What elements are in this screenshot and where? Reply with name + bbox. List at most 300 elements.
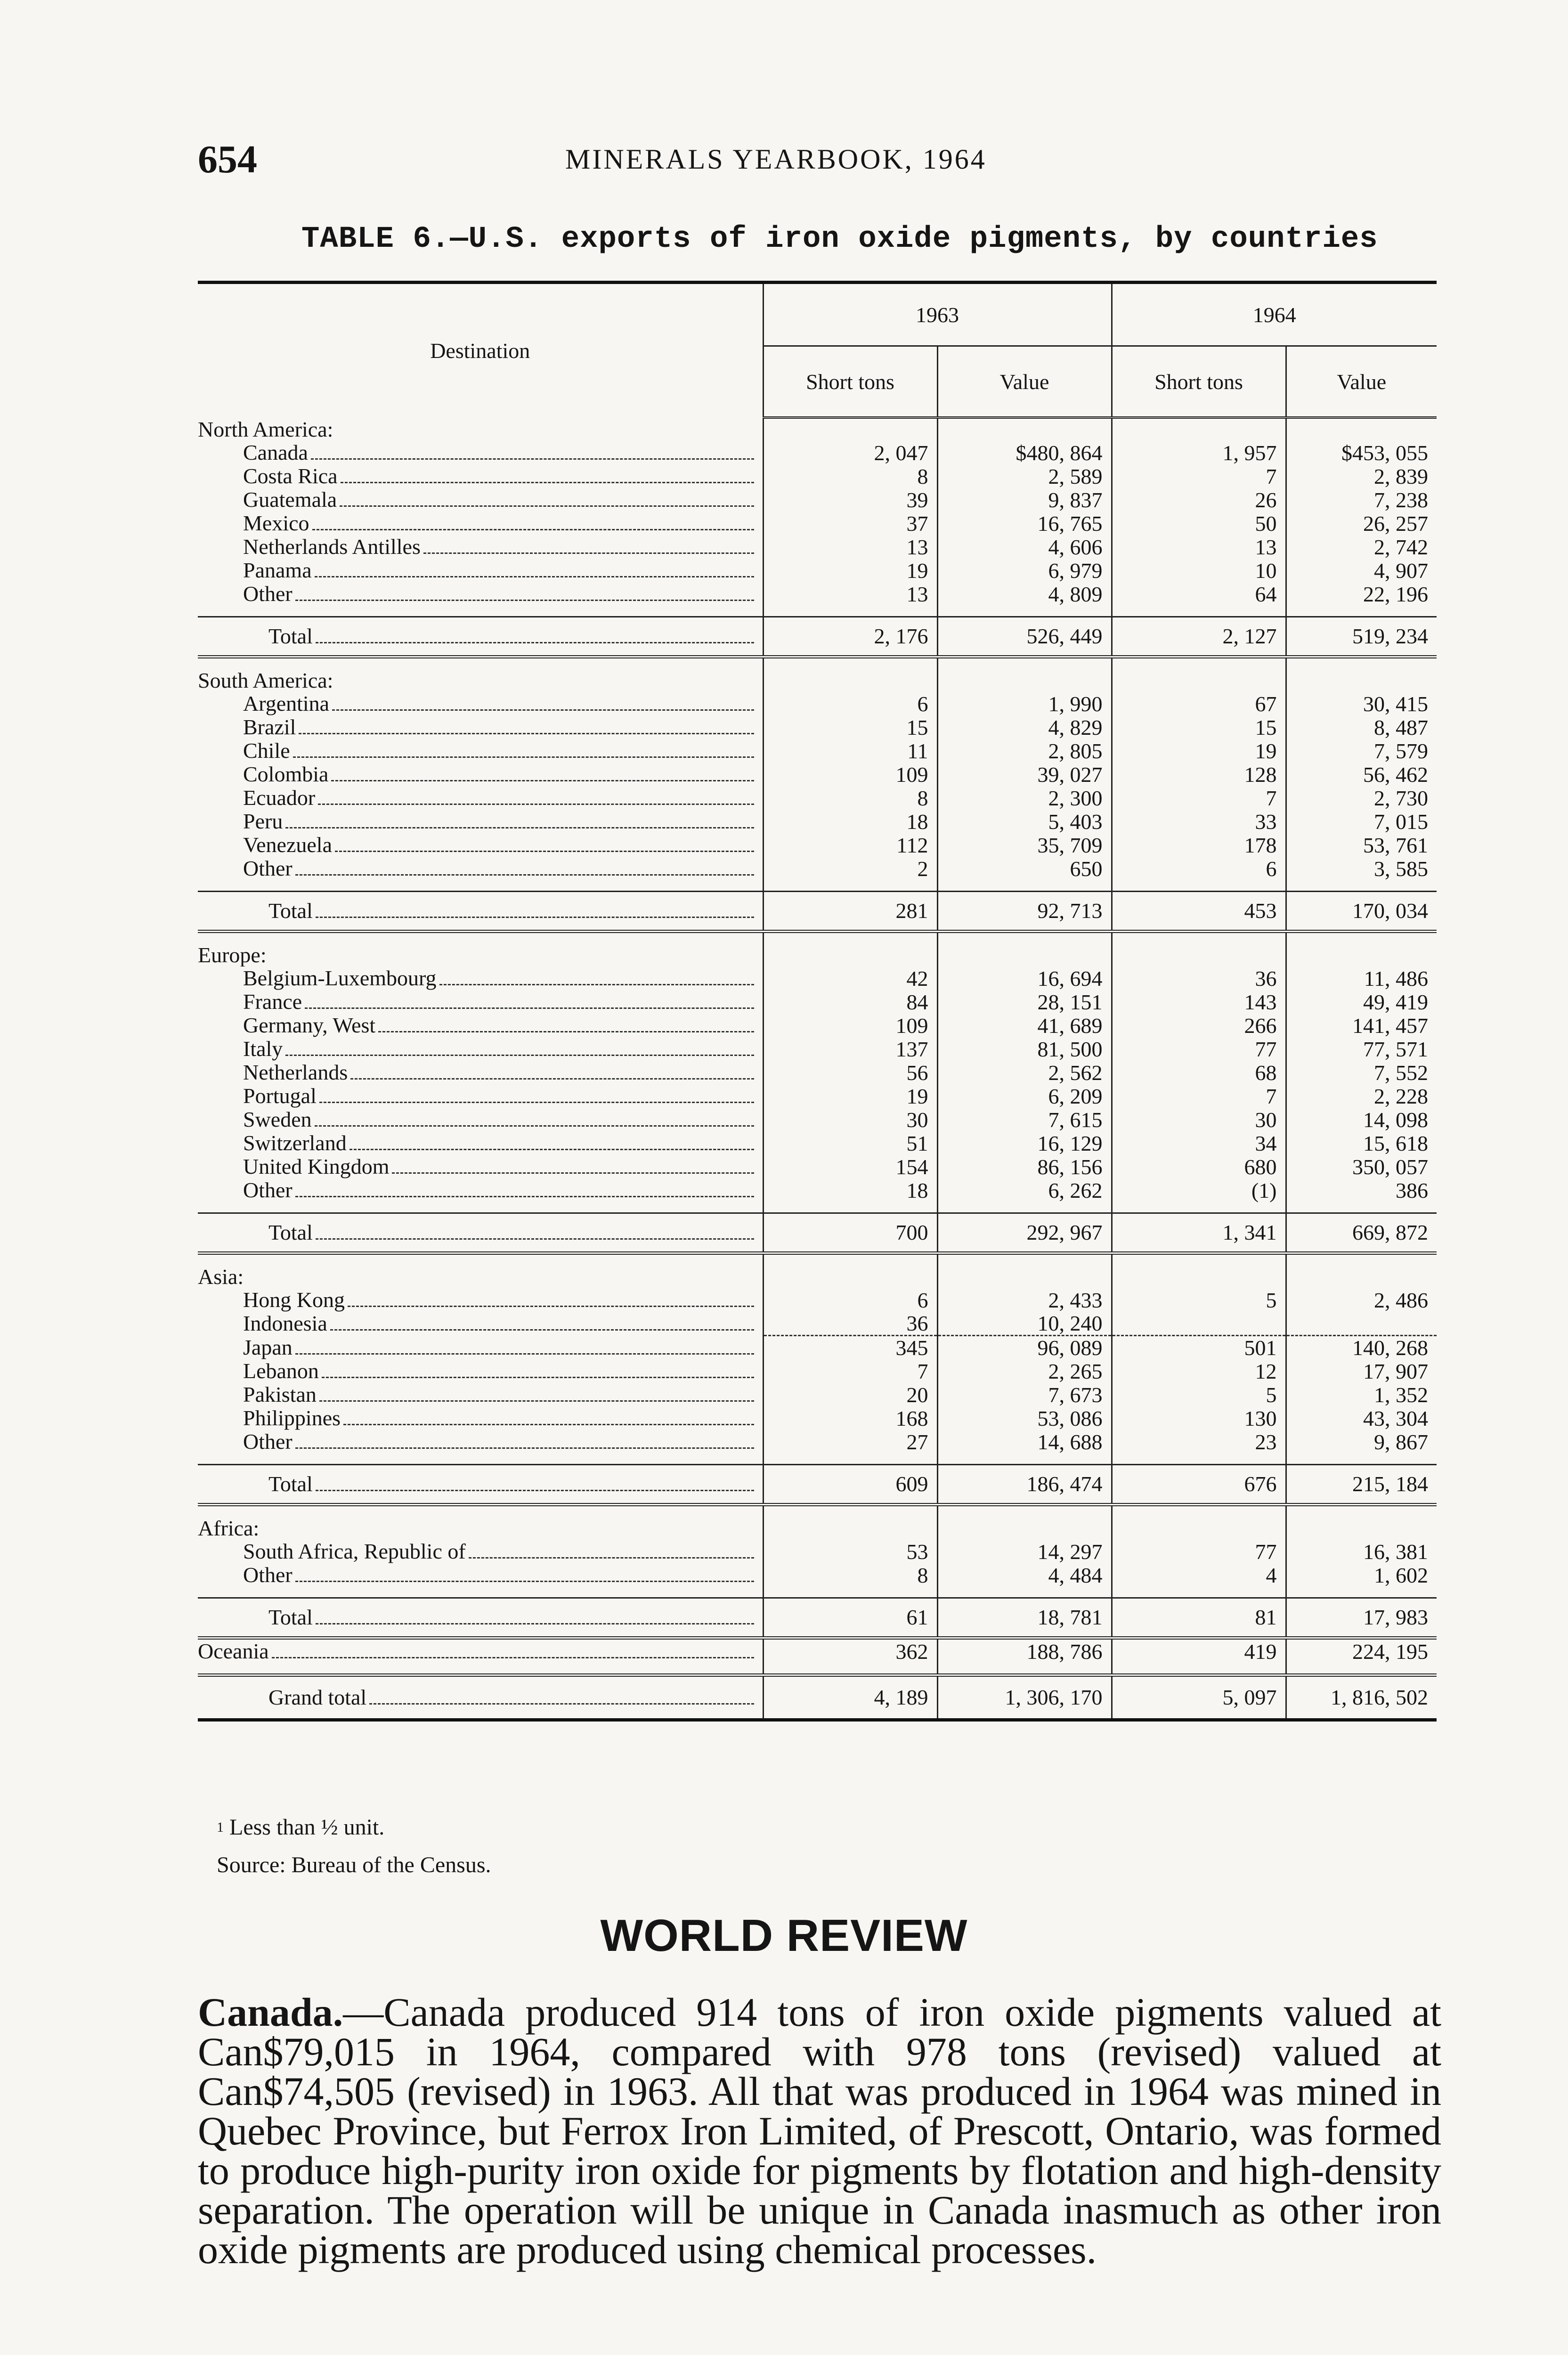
canada-paragraph (198, 1990, 1441, 2272)
row-label (198, 786, 763, 810)
value-1963-cell: 4, 809 (937, 582, 1112, 606)
leader-dots (318, 804, 754, 805)
table-row (198, 763, 1437, 786)
row-label (198, 1383, 763, 1406)
value-1963-cell: 41, 689 (937, 1014, 1112, 1037)
row-label (198, 1213, 763, 1253)
destination-name: Hong Kong (243, 1288, 345, 1312)
value-1964-cell: 386 (1396, 1178, 1428, 1202)
table-row (198, 441, 1437, 464)
value-1963-cell: 4, 829 (937, 715, 1112, 739)
short-tons-1964-cell: 5 (1112, 1288, 1286, 1312)
value-1963-cell: 2, 433 (937, 1288, 1112, 1312)
value-1963-cell: 14, 688 (937, 1430, 1112, 1454)
value-1963-cell: 186, 474 (937, 1464, 1112, 1504)
value-1964-cell: 7, 015 (1374, 809, 1428, 834)
table-row (198, 1155, 1437, 1178)
short-tons-1963-cell: 6 (763, 692, 937, 715)
value-1964-cell: 7, 238 (1374, 487, 1428, 512)
leader-dots (469, 1557, 754, 1559)
value-1964-cell: 53, 761 (1363, 833, 1428, 857)
leader-dots (285, 827, 754, 828)
value-1964-cell: 669, 872 (1286, 1213, 1437, 1253)
short-tons-1963-cell: 37 (763, 512, 937, 535)
leader-dots (348, 1306, 754, 1307)
short-tons-1963-cell: 137 (763, 1037, 937, 1061)
row-label (198, 1517, 763, 1540)
destination-name: South Africa, Republic of (243, 1539, 466, 1563)
row-label (198, 1638, 763, 1663)
destination-name: Other (243, 856, 292, 880)
row-label (198, 1288, 763, 1312)
spacer-row (198, 1454, 1437, 1465)
destination-name: Ecuador (243, 786, 316, 810)
spacer-row (198, 606, 1437, 617)
destination-name: Chile (243, 739, 290, 763)
leader-dots (350, 1078, 754, 1080)
leader-dots (316, 1623, 754, 1624)
row-label (198, 1014, 763, 1037)
region-header-row (198, 943, 1437, 966)
spacer-row (198, 657, 1437, 669)
destination-name: United Kingdom (243, 1154, 390, 1178)
leader-dots (293, 756, 754, 758)
table-row (198, 1383, 1437, 1406)
table-row (198, 1359, 1437, 1383)
short-tons-1963-cell: 2, 047 (763, 441, 937, 464)
short-tons-1963-cell: 700 (763, 1213, 937, 1253)
value-1963-cell: $480, 864 (937, 441, 1112, 464)
short-tons-1964-cell: 501 (1112, 1335, 1286, 1359)
leader-dots (322, 1377, 754, 1378)
destination-name: Germany, West (243, 1013, 376, 1037)
value-1963-cell: 14, 297 (937, 1540, 1112, 1563)
value-1964-cell: 16, 381 (1363, 1539, 1428, 1564)
short-tons-1963-cell: 30 (763, 1108, 937, 1131)
value-1964-cell: 22, 196 (1363, 582, 1428, 606)
destination-name: Italy (243, 1037, 283, 1061)
leader-dots (349, 1149, 754, 1150)
destination-name: Asia: (198, 1265, 244, 1288)
table-row (198, 786, 1437, 810)
value-1964-cell (1286, 1312, 1437, 1336)
total-row (198, 1213, 1437, 1253)
short-tons-1963-cell: 8 (763, 464, 937, 488)
short-tons-1963-cell: 18 (763, 1178, 937, 1202)
leader-dots (332, 709, 754, 711)
destination-name: Netherlands (243, 1060, 348, 1084)
short-tons-1964-cell: 143 (1112, 990, 1286, 1014)
destination-name: Switzerland (243, 1131, 347, 1155)
destination-name: Netherlands Antilles (243, 535, 421, 559)
exports-table (198, 281, 1437, 1722)
region-header-row (198, 1265, 1437, 1288)
value-1963-cell: 2, 562 (937, 1061, 1112, 1084)
row-label (198, 464, 763, 488)
table-row (198, 464, 1437, 488)
paragraph-lead: Canada. (198, 1990, 343, 2035)
leader-dots (392, 1172, 754, 1174)
value-1964-header: Value (1286, 346, 1437, 418)
value-1963-cell: 16, 694 (937, 966, 1112, 990)
short-tons-1964-cell: 7 (1112, 464, 1286, 488)
short-tons-1964-cell: 50 (1112, 512, 1286, 535)
value-1964-cell: 11, 486 (1364, 966, 1428, 991)
destination-name: Total (268, 1605, 313, 1629)
row-label (198, 1359, 763, 1383)
value-1963-cell: 4, 484 (937, 1563, 1112, 1587)
short-tons-1964-cell: 680 (1112, 1155, 1286, 1178)
destination-name: Portugal (243, 1084, 317, 1108)
destination-name: Mexico (243, 511, 309, 535)
value-1963-cell: 2, 300 (937, 786, 1112, 810)
value-1963-cell: 188, 786 (937, 1638, 1112, 1663)
short-tons-1963-cell: 84 (763, 990, 937, 1014)
value-1964-cell: 56, 462 (1363, 762, 1428, 787)
destination-name: Venezuela (243, 833, 332, 857)
destination-name: Total (268, 1220, 313, 1244)
region-header-row (198, 418, 1437, 441)
value-1963-cell: 2, 805 (937, 739, 1112, 763)
table-row (198, 833, 1437, 857)
spacer-row (198, 1504, 1437, 1517)
short-tons-1964-cell: 266 (1112, 1014, 1286, 1037)
destination-name: Total (268, 1471, 313, 1496)
short-tons-1963-cell: 11 (763, 739, 937, 763)
destination-name: Sweden (243, 1107, 312, 1131)
row-label (198, 857, 763, 880)
row-label (198, 1265, 763, 1288)
destination-name: Panama (243, 558, 312, 582)
value-1963-cell: 7, 673 (937, 1383, 1112, 1406)
destination-name: Lebanon (243, 1359, 319, 1383)
destination-name: Other (243, 1178, 292, 1202)
row-label (198, 1131, 763, 1155)
short-tons-1963-cell: 2 (763, 857, 937, 880)
value-1963-cell: 35, 709 (937, 833, 1112, 857)
value-1963-cell: 86, 156 (937, 1155, 1112, 1178)
value-1964-cell: 49, 419 (1363, 990, 1428, 1014)
value-1964-cell: 519, 234 (1286, 617, 1437, 657)
value-1964-cell: 14, 098 (1363, 1107, 1428, 1132)
spacer-row (198, 1663, 1437, 1675)
short-tons-1963-cell: 168 (763, 1406, 937, 1430)
short-tons-1963-cell: 7 (763, 1359, 937, 1383)
value-1964-cell: 350, 057 (1352, 1154, 1428, 1179)
table-row (198, 535, 1437, 559)
table-row (198, 512, 1437, 535)
table-row (198, 1335, 1437, 1359)
short-tons-1964-cell: 419 (1112, 1638, 1286, 1663)
spacer-row (198, 931, 1437, 943)
table-row (198, 1131, 1437, 1155)
table-row (198, 966, 1437, 990)
value-1964-cell: 1, 352 (1374, 1382, 1428, 1407)
destination-name: Japan (243, 1335, 292, 1359)
short-tons-1964-cell: 7 (1112, 786, 1286, 810)
value-1964-cell: 170, 034 (1286, 891, 1437, 931)
row-label (198, 966, 763, 990)
region-header-row (198, 669, 1437, 692)
leader-dots (316, 917, 754, 918)
value-1963-header: Value (937, 346, 1112, 418)
value-1963-cell: 292, 967 (937, 1213, 1112, 1253)
destination-name: Brazil (243, 715, 296, 739)
table-row (198, 1430, 1437, 1454)
spacer-row (198, 1253, 1437, 1265)
destination-name: Argentina (243, 691, 330, 715)
year-1964-header: 1964 (1112, 283, 1437, 346)
table-row (198, 715, 1437, 739)
row-label (198, 418, 763, 441)
leader-dots (311, 458, 754, 460)
leader-dots (285, 1055, 754, 1056)
value-1963-cell: 7, 615 (937, 1108, 1112, 1131)
leader-dots (369, 1703, 754, 1705)
value-1963-cell: 6, 262 (937, 1178, 1112, 1202)
row-label (198, 1598, 763, 1638)
table-row (198, 1312, 1437, 1336)
leader-dots (423, 552, 754, 554)
leader-dots (295, 874, 754, 876)
value-1963-cell: 81, 500 (937, 1037, 1112, 1061)
leader-dots (343, 1424, 754, 1425)
leader-dots (299, 733, 754, 734)
oceania-row (198, 1638, 1437, 1663)
short-tons-1963-cell: 345 (763, 1335, 937, 1359)
leader-dots (295, 1447, 754, 1449)
table-row (198, 990, 1437, 1014)
grand-total-row (198, 1675, 1437, 1720)
destination-name: Indonesia (243, 1311, 327, 1335)
short-tons-1964-cell: (1) (1112, 1178, 1286, 1202)
destination-name: Peru (243, 809, 283, 833)
row-label (198, 559, 763, 582)
row-label (198, 810, 763, 833)
value-1963-cell: 53, 086 (937, 1406, 1112, 1430)
row-label (198, 1406, 763, 1430)
destination-name: Europe: (198, 943, 267, 966)
value-1963-cell: 1, 306, 170 (937, 1675, 1112, 1720)
value-1963-cell: 28, 151 (937, 990, 1112, 1014)
value-1964-cell: 140, 268 (1352, 1335, 1428, 1360)
short-tons-1963-cell: 42 (763, 966, 937, 990)
value-1963-cell: 16, 129 (937, 1131, 1112, 1155)
short-tons-1964-cell: 33 (1112, 810, 1286, 833)
row-label (198, 891, 763, 931)
table-row (198, 1178, 1437, 1202)
short-tons-1964-cell: 4 (1112, 1563, 1286, 1587)
value-1963-cell: 96, 089 (937, 1335, 1112, 1359)
short-tons-1964-cell: 1, 957 (1112, 441, 1286, 464)
short-tons-1963-cell: 15 (763, 715, 937, 739)
table-caption: TABLE 6.—U.S. exports of iron oxide pigments, by countries (301, 222, 1378, 256)
leader-dots (341, 482, 754, 483)
value-1964-cell: 141, 457 (1352, 1013, 1428, 1038)
short-tons-1963-cell: 109 (763, 1014, 937, 1037)
short-tons-1964-cell: 128 (1112, 763, 1286, 786)
table-row (198, 857, 1437, 880)
short-tons-1964-cell: 453 (1112, 891, 1286, 931)
source-note: Source: Bureau of the Census. (217, 1852, 491, 1877)
value-1963-cell: 650 (937, 857, 1112, 880)
short-tons-1964-cell: 68 (1112, 1061, 1286, 1084)
leader-dots (340, 505, 754, 507)
destination-name: Total (268, 898, 313, 923)
table-row (198, 1540, 1437, 1563)
destination-name: Guatemala (243, 487, 337, 512)
leader-dots (319, 1400, 754, 1402)
short-tons-1964-cell: 23 (1112, 1430, 1286, 1454)
table-row (198, 1084, 1437, 1108)
short-tons-1964-cell: 77 (1112, 1540, 1286, 1563)
value-1964-cell: 30, 415 (1363, 691, 1428, 716)
value-1964-cell: $453, 055 (1341, 440, 1428, 465)
spacer-row (198, 1587, 1437, 1598)
short-tons-1964-cell: 81 (1112, 1598, 1286, 1638)
leader-dots (315, 1125, 754, 1127)
row-label (198, 1178, 763, 1202)
short-tons-1963-cell: 362 (763, 1638, 937, 1663)
value-1964-cell: 7, 579 (1374, 739, 1428, 763)
destination-name: Oceania (198, 1639, 269, 1663)
value-1963-cell: 92, 713 (937, 891, 1112, 931)
row-label (198, 1675, 763, 1720)
destination-header: Destination (198, 283, 763, 418)
row-label (198, 617, 763, 657)
destination-name: Grand total (268, 1685, 367, 1709)
paragraph-body: —Canada produced 914 tons of iron oxide pigments valued at Can$79,015 in 1964, compared with 978 tons (revised) valued at Can$74,505 (revised) in 1963. All that was produced in 1964 was mined in Quebec Province, but Ferrox Iron Limited, of Prescott, Ontario, was formed to produce high-purity iron oxide for pigments by flotation and high-density separation. The operation will be unique in Canada inasmuch as other iron oxide pigments are produced using chemical processes. (198, 1990, 1441, 2272)
row-label (198, 1335, 763, 1359)
table-row (198, 810, 1437, 833)
short-tons-1964-cell: 77 (1112, 1037, 1286, 1061)
value-1964-cell: 17, 907 (1363, 1359, 1428, 1383)
short-tons-1963-cell: 8 (763, 786, 937, 810)
row-label (198, 1037, 763, 1061)
short-tons-1963-cell: 20 (763, 1383, 937, 1406)
leader-dots (295, 1353, 754, 1355)
short-tons-1964-cell: 19 (1112, 739, 1286, 763)
short-tons-1963-cell: 109 (763, 763, 937, 786)
short-tons-1963-cell: 36 (763, 1312, 937, 1336)
value-1964-cell: 26, 257 (1363, 511, 1428, 536)
destination-name: Philippines (243, 1406, 341, 1430)
short-tons-1964-cell: 67 (1112, 692, 1286, 715)
value-1964-cell: 17, 983 (1286, 1598, 1437, 1638)
value-1964-cell: 1, 602 (1374, 1563, 1428, 1587)
short-tons-1964-cell: 5 (1112, 1383, 1286, 1406)
page-header (198, 137, 1437, 184)
short-tons-1963-cell: 19 (763, 559, 937, 582)
value-1964-cell: 2, 742 (1374, 535, 1428, 559)
short-tons-1964-cell: 13 (1112, 535, 1286, 559)
table-row (198, 1037, 1437, 1061)
leader-dots (316, 642, 754, 643)
short-tons-1963-cell: 19 (763, 1084, 937, 1108)
value-1964-cell: 8, 487 (1374, 715, 1428, 739)
destination-name: Other (243, 1429, 292, 1454)
row-label (198, 441, 763, 464)
table-row (198, 1288, 1437, 1312)
value-1964-cell: 2, 486 (1374, 1288, 1428, 1312)
short-tons-1963-header: Short tons (763, 346, 937, 418)
table-row (198, 559, 1437, 582)
value-1964-cell: 224, 195 (1352, 1639, 1428, 1664)
short-tons-1963-cell: 281 (763, 891, 937, 931)
footnotes (217, 1809, 491, 1884)
short-tons-1963-cell: 56 (763, 1061, 937, 1084)
leader-dots (439, 984, 754, 985)
leader-dots (312, 529, 754, 530)
row-label (198, 535, 763, 559)
spacer-row (198, 1202, 1437, 1213)
value-1963-cell: 5, 403 (937, 810, 1112, 833)
table-row (198, 488, 1437, 512)
value-1963-cell: 2, 589 (937, 464, 1112, 488)
footnote-text: Less than ½ unit. (229, 1815, 385, 1840)
africa-total-row (198, 1598, 1437, 1638)
table-row (198, 1061, 1437, 1084)
running-title: MINERALS YEARBOOK, 1964 (565, 144, 987, 175)
value-1964-cell: 1, 816, 502 (1286, 1675, 1437, 1720)
table-row (198, 1014, 1437, 1037)
short-tons-1963-cell: 39 (763, 488, 937, 512)
leader-dots (331, 780, 754, 781)
destination-name: Pakistan (243, 1382, 317, 1406)
short-tons-1963-cell: 51 (763, 1131, 937, 1155)
value-1964-cell: 77, 571 (1363, 1037, 1428, 1061)
value-1964-cell: 9, 867 (1374, 1429, 1428, 1454)
destination-name: Africa: (198, 1516, 260, 1540)
destination-name: Colombia (243, 762, 329, 786)
value-1963-cell: 1, 990 (937, 692, 1112, 715)
short-tons-1964-cell: 676 (1112, 1464, 1286, 1504)
short-tons-1964-cell: 10 (1112, 559, 1286, 582)
value-1963-cell: 526, 449 (937, 617, 1112, 657)
table-row (198, 1108, 1437, 1131)
destination-name: Belgium-Luxembourg (243, 966, 437, 990)
spacer-row (198, 880, 1437, 892)
destination-name: Other (243, 582, 292, 606)
row-label (198, 488, 763, 512)
leader-dots (295, 1196, 754, 1197)
table-row (198, 1563, 1437, 1587)
value-1964-cell: 215, 184 (1286, 1464, 1437, 1504)
short-tons-1963-cell: 154 (763, 1155, 937, 1178)
value-1964-cell: 2, 839 (1374, 464, 1428, 488)
row-label (198, 1540, 763, 1563)
value-1963-cell: 2, 265 (937, 1359, 1112, 1383)
total-row (198, 891, 1437, 931)
leader-dots (330, 1329, 754, 1331)
row-label (198, 1061, 763, 1084)
value-1964-cell: 3, 585 (1374, 856, 1428, 881)
short-tons-1964-cell: 1, 341 (1112, 1213, 1286, 1253)
short-tons-1964-cell: 178 (1112, 833, 1286, 857)
section-title: WORLD REVIEW (600, 1910, 968, 1961)
destination-name: Other (243, 1563, 292, 1587)
short-tons-1963-cell: 61 (763, 1598, 937, 1638)
value-1963-cell: 9, 837 (937, 488, 1112, 512)
value-1963-cell: 39, 027 (937, 763, 1112, 786)
table-row (198, 692, 1437, 715)
row-label (198, 1312, 763, 1336)
destination-name: Canada (243, 440, 308, 464)
short-tons-1963-cell: 6 (763, 1288, 937, 1312)
value-1963-cell: 10, 240 (937, 1312, 1112, 1336)
destination-name: North America: (198, 417, 333, 441)
short-tons-1964-cell: 6 (1112, 857, 1286, 880)
